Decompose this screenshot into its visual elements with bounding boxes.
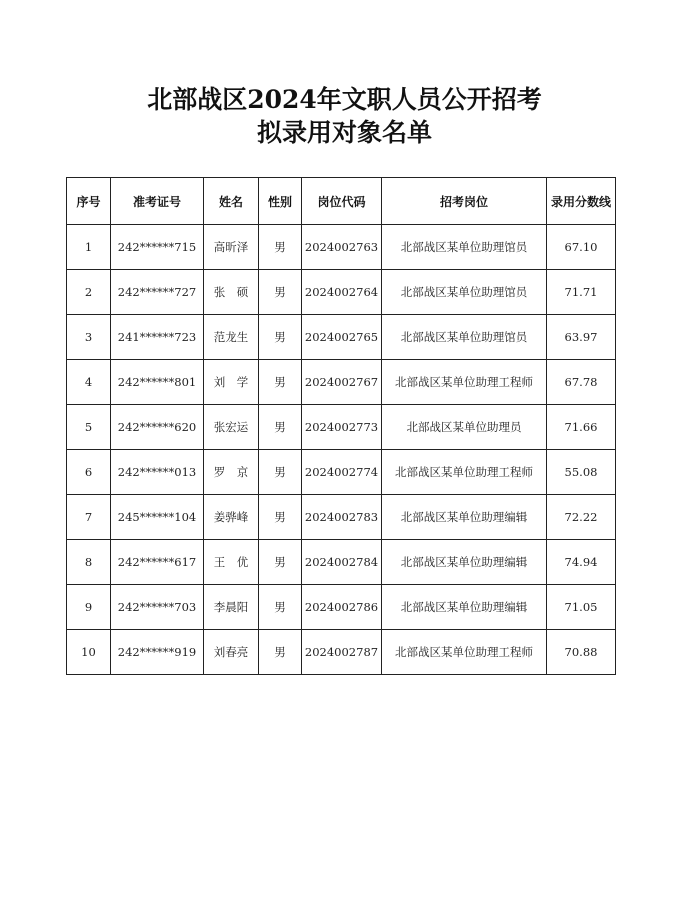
cell-post-code: 2024002765 — [302, 315, 382, 360]
cell-post-code: 2024002783 — [302, 495, 382, 540]
cell-score-line: 70.88 — [547, 630, 616, 675]
cell-post: 北部战区某单位助理编辑 — [382, 495, 547, 540]
cell-exam-id: 245******104 — [111, 495, 204, 540]
cell-serial: 5 — [67, 405, 111, 450]
cell-serial: 2 — [67, 270, 111, 315]
header-exam-id: 准考证号 — [111, 178, 204, 225]
cell-name: 李晨阳 — [204, 585, 259, 630]
table-row — [67, 225, 616, 270]
cell-serial: 7 — [67, 495, 111, 540]
cell-name: 姜骅峰 — [204, 495, 259, 540]
cell-post-code: 2024002763 — [302, 225, 382, 270]
cell-serial: 10 — [67, 630, 111, 675]
table-row — [67, 585, 616, 630]
table-row — [67, 360, 616, 405]
cell-post: 北部战区某单位助理馆员 — [382, 270, 547, 315]
cell-serial: 8 — [67, 540, 111, 585]
cell-gender: 男 — [259, 585, 302, 630]
document-title-line-2: 拟录用对象名单 — [256, 118, 432, 147]
document-title-line-1: 北部战区2024年文职人员公开招考 — [147, 85, 542, 114]
candidate-table — [66, 177, 616, 675]
cell-post-code: 2024002764 — [302, 270, 382, 315]
table-row — [67, 270, 616, 315]
cell-score-line: 71.05 — [547, 585, 616, 630]
cell-post: 北部战区某单位助理馆员 — [382, 315, 547, 360]
cell-exam-id: 242******620 — [111, 405, 204, 450]
table-row — [67, 495, 616, 540]
cell-exam-id: 242******703 — [111, 585, 204, 630]
cell-serial: 4 — [67, 360, 111, 405]
cell-exam-id: 241******723 — [111, 315, 204, 360]
cell-exam-id: 242******919 — [111, 630, 204, 675]
table-row — [67, 405, 616, 450]
cell-gender: 男 — [259, 315, 302, 360]
cell-name: 范龙生 — [204, 315, 259, 360]
cell-gender: 男 — [259, 540, 302, 585]
header-name: 姓名 — [204, 178, 259, 225]
cell-serial: 6 — [67, 450, 111, 495]
cell-gender: 男 — [259, 270, 302, 315]
cell-score-line: 55.08 — [547, 450, 616, 495]
table-row — [67, 630, 616, 675]
cell-post: 北部战区某单位助理编辑 — [382, 540, 547, 585]
header-post-code: 岗位代码 — [302, 178, 382, 225]
cell-exam-id: 242******617 — [111, 540, 204, 585]
cell-serial: 3 — [67, 315, 111, 360]
cell-name: 张 硕 — [204, 270, 259, 315]
table-header-row — [67, 178, 616, 225]
cell-score-line: 71.71 — [547, 270, 616, 315]
cell-gender: 男 — [259, 225, 302, 270]
cell-post: 北部战区某单位助理工程师 — [382, 630, 547, 675]
cell-name: 张宏运 — [204, 405, 259, 450]
cell-name: 刘春亮 — [204, 630, 259, 675]
table-row — [67, 540, 616, 585]
table-row — [67, 315, 616, 360]
header-gender: 性别 — [259, 178, 302, 225]
cell-post-code: 2024002774 — [302, 450, 382, 495]
header-post: 招考岗位 — [382, 178, 547, 225]
cell-name: 刘 学 — [204, 360, 259, 405]
cell-score-line: 67.78 — [547, 360, 616, 405]
cell-post-code: 2024002786 — [302, 585, 382, 630]
cell-score-line: 67.10 — [547, 225, 616, 270]
cell-name: 王 优 — [204, 540, 259, 585]
cell-post: 北部战区某单位助理馆员 — [382, 225, 547, 270]
cell-gender: 男 — [259, 450, 302, 495]
cell-post-code: 2024002787 — [302, 630, 382, 675]
cell-serial: 1 — [67, 225, 111, 270]
cell-post: 北部战区某单位助理编辑 — [382, 585, 547, 630]
cell-serial: 9 — [67, 585, 111, 630]
table-row — [67, 450, 616, 495]
cell-gender: 男 — [259, 360, 302, 405]
cell-post-code: 2024002767 — [302, 360, 382, 405]
header-serial: 序号 — [67, 178, 111, 225]
cell-gender: 男 — [259, 495, 302, 540]
cell-post: 北部战区某单位助理员 — [382, 405, 547, 450]
cell-gender: 男 — [259, 405, 302, 450]
cell-score-line: 72.22 — [547, 495, 616, 540]
cell-exam-id: 242******715 — [111, 225, 204, 270]
cell-gender: 男 — [259, 630, 302, 675]
cell-score-line: 74.94 — [547, 540, 616, 585]
cell-name: 高昕泽 — [204, 225, 259, 270]
cell-exam-id: 242******013 — [111, 450, 204, 495]
header-score-line: 录用分数线 — [547, 178, 616, 225]
cell-post: 北部战区某单位助理工程师 — [382, 360, 547, 405]
cell-post: 北部战区某单位助理工程师 — [382, 450, 547, 495]
cell-exam-id: 242******727 — [111, 270, 204, 315]
cell-exam-id: 242******801 — [111, 360, 204, 405]
cell-score-line: 71.66 — [547, 405, 616, 450]
cell-score-line: 63.97 — [547, 315, 616, 360]
cell-name: 罗 京 — [204, 450, 259, 495]
cell-post-code: 2024002784 — [302, 540, 382, 585]
cell-post-code: 2024002773 — [302, 405, 382, 450]
